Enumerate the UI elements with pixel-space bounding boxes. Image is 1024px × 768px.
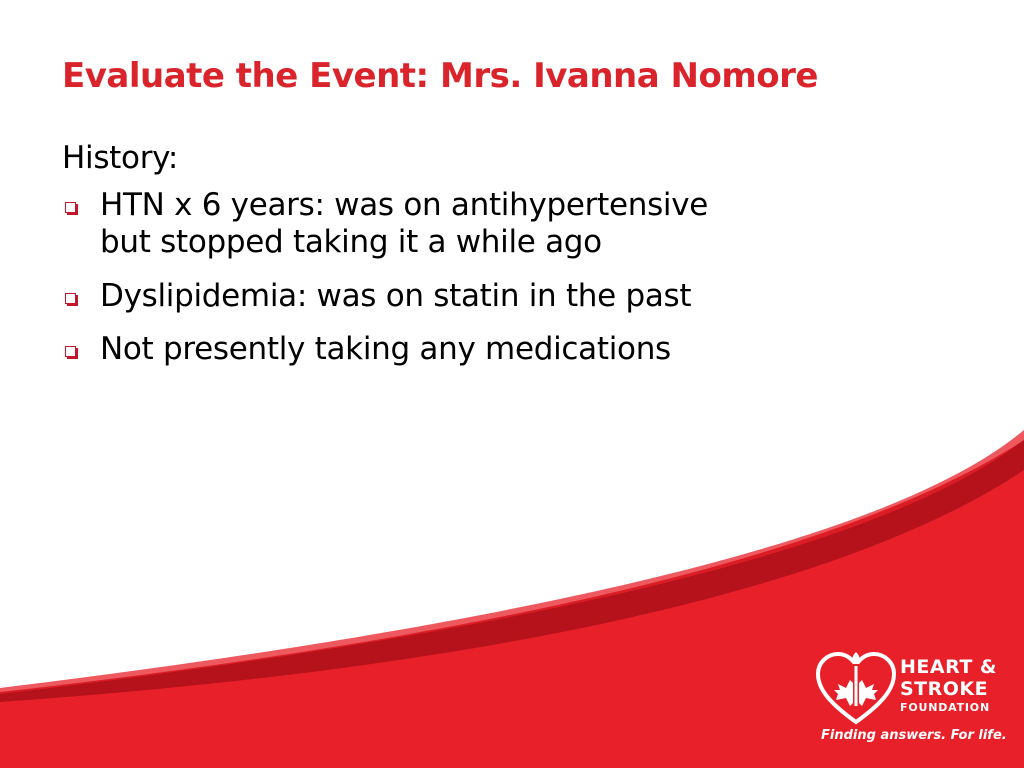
list-item — [62, 187, 842, 261]
hollow-square-bullet-icon — [65, 293, 76, 304]
logo-wordmark-line: HEART & — [900, 656, 998, 678]
bullet-line: Not presently taking any medications — [100, 330, 671, 367]
heart-and-stroke-foundation-logo — [816, 650, 1006, 750]
bullet-line: Dyslipidemia: was on statin in the past — [100, 277, 692, 314]
hollow-square-bullet-icon — [65, 202, 76, 213]
heart-torch-maple-leaf-icon — [816, 650, 896, 726]
logo-wordmark-line: STROKE — [900, 678, 989, 700]
list-item — [62, 278, 842, 315]
slide-title: Evaluate the Event: Mrs. Ivanna Nomore — [62, 56, 818, 96]
hollow-square-bullet-icon — [65, 346, 76, 357]
history-bullet-list — [62, 187, 842, 368]
logo-tagline: Finding answers. For life. — [821, 728, 1007, 743]
bullet-line: but stopped taking it a while ago — [100, 224, 602, 261]
slide-body — [62, 140, 842, 384]
bullet-line: HTN x 6 years: was on antihypertensive — [100, 187, 709, 224]
list-item — [62, 331, 842, 368]
logo-wordmark-line: FOUNDATION — [900, 701, 990, 714]
history-label: History: — [62, 140, 179, 176]
